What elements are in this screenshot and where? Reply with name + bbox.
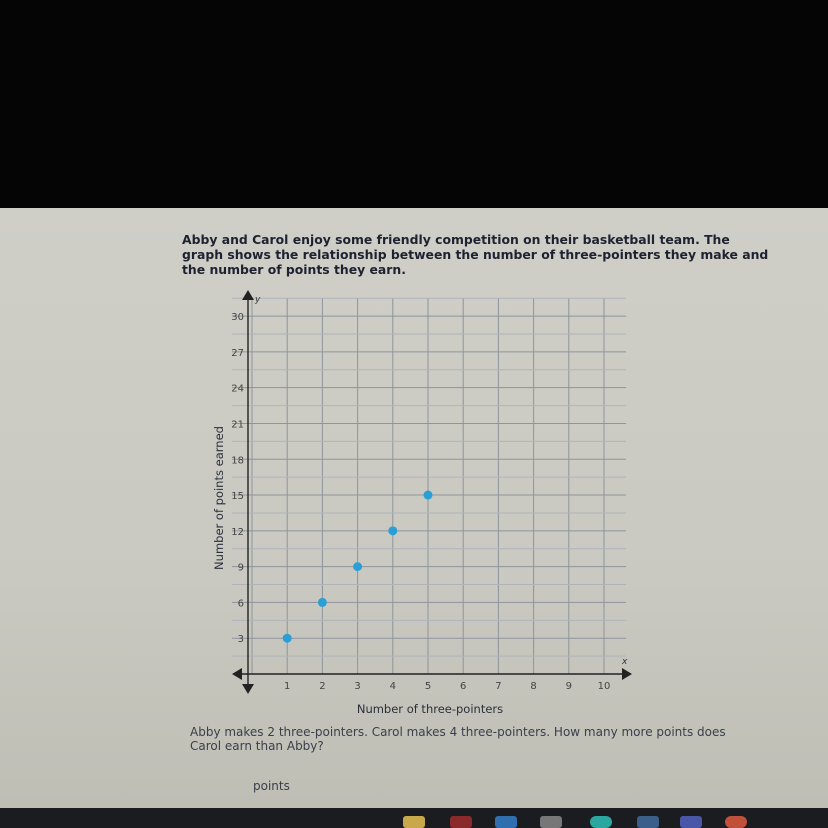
y-tick-label: 30 bbox=[231, 312, 244, 324]
file-explorer-icon[interactable] bbox=[403, 816, 425, 828]
chrome-icon[interactable] bbox=[725, 816, 747, 828]
problem-prompt: Abby and Carol enjoy some friendly competition on their basketball team. The graph shows the relationship between the number of three-pointers they make and the number of points they earn. bbox=[182, 232, 769, 277]
y-tick-label: 3 bbox=[237, 634, 244, 646]
x-axis-arrow-right bbox=[622, 668, 632, 680]
data-point bbox=[318, 598, 327, 607]
x-axis-label: Number of three-pointers bbox=[356, 702, 504, 716]
y-tick-label: 9 bbox=[237, 562, 244, 574]
y-axis-letter: y bbox=[255, 295, 261, 305]
y-axis-label: Number of points earned bbox=[212, 426, 226, 570]
question-text: Abby makes 2 three-pointers. Carol makes 4 three-pointers. How many more points does Carol earn than Abby? bbox=[190, 725, 726, 753]
x-tick-label: 8 bbox=[530, 681, 537, 692]
mail-icon[interactable] bbox=[450, 816, 472, 828]
y-axis-arrow-down bbox=[242, 684, 254, 694]
store-icon[interactable] bbox=[495, 816, 517, 828]
x-tick-label: 6 bbox=[460, 681, 467, 692]
y-tick-label: 21 bbox=[231, 419, 244, 431]
data-point bbox=[424, 491, 433, 500]
answer-unit-label: points bbox=[253, 779, 290, 793]
teams-icon[interactable] bbox=[680, 816, 702, 828]
axes bbox=[232, 290, 632, 694]
x-axis-letter: x bbox=[622, 657, 628, 667]
x-tick-label: 4 bbox=[389, 681, 396, 692]
y-tick-label: 24 bbox=[231, 383, 244, 395]
data-point bbox=[388, 526, 397, 535]
data-point bbox=[283, 634, 292, 643]
data-point bbox=[353, 562, 362, 571]
x-tick-label: 1 bbox=[284, 681, 291, 692]
x-axis-arrow-left bbox=[232, 668, 242, 680]
y-tick-label: 12 bbox=[231, 526, 244, 538]
x-tick-label: 2 bbox=[319, 681, 326, 692]
y-tick-label: 18 bbox=[231, 455, 244, 467]
briefcase-icon[interactable] bbox=[540, 816, 562, 828]
x-tick-label: 10 bbox=[597, 681, 611, 692]
y-tick-label: 15 bbox=[231, 491, 244, 503]
y-tick-label: 6 bbox=[237, 598, 244, 610]
grid bbox=[232, 298, 626, 674]
edge-icon[interactable] bbox=[590, 816, 612, 828]
app-icon[interactable] bbox=[637, 816, 659, 828]
x-tick-label: 7 bbox=[495, 681, 502, 692]
y-axis-arrow-up bbox=[242, 290, 254, 300]
x-tick-label: 3 bbox=[354, 681, 361, 692]
x-tick-label: 9 bbox=[565, 681, 572, 692]
y-tick-label: 27 bbox=[231, 347, 244, 359]
x-tick-label: 5 bbox=[424, 681, 432, 692]
